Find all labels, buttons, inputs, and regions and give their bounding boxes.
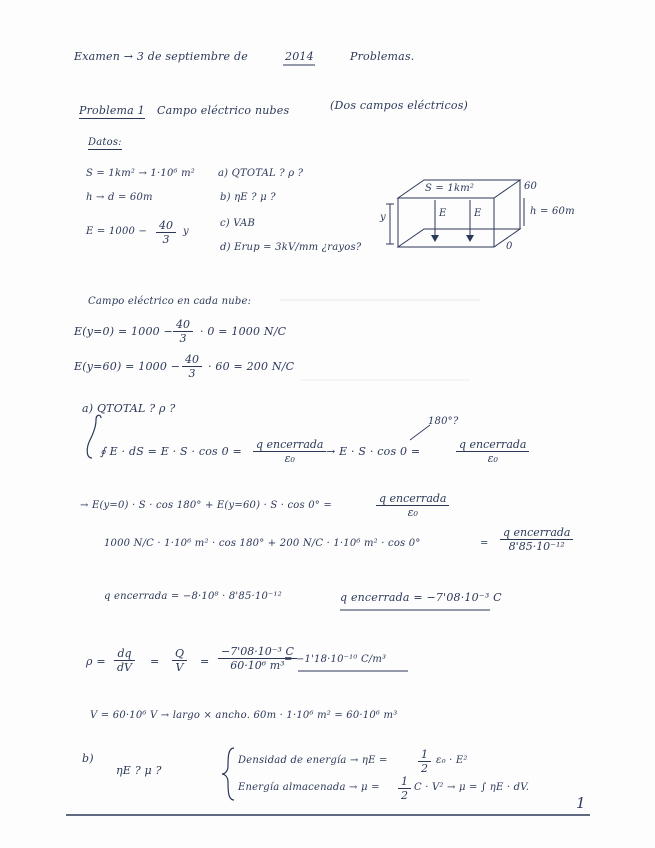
question-c: c) VAB <box>220 218 255 229</box>
gauss-lhs: ∮ E · dS = E · S · cos 0 = <box>100 445 242 458</box>
step3-denominator: 8'85·10⁻¹² <box>508 540 565 553</box>
energy-density-line: Densidad de energía → ηE = <box>238 755 388 766</box>
campo-e60-numerator: 40 <box>182 353 202 367</box>
result-lhs: q encerrada = −8·10⁸ · 8'85·10⁻¹² <box>104 591 282 602</box>
step2-fraction <box>376 492 449 519</box>
diagram-e2: E <box>474 208 482 219</box>
rho-denominator-3: 60·10⁶ m³ <box>230 659 285 672</box>
energy-density-fraction <box>418 748 431 775</box>
datos-fraction-numerator: 40 <box>156 219 176 233</box>
campo-e0-fraction <box>173 318 193 345</box>
step3-numerator: q encerrada <box>500 526 573 540</box>
exam-year: 2014 <box>285 50 314 63</box>
diagram-e1: E <box>439 208 447 219</box>
question-a: a) QTOTAL ? ρ ? <box>218 168 304 179</box>
stored-energy-fraction <box>398 775 411 802</box>
gauss-mid: → E · S · cos 0 = <box>326 445 421 458</box>
diagram-y-axis: y <box>380 212 386 223</box>
part-b-label: b) <box>82 752 94 765</box>
rho-equals-2: = <box>200 655 210 668</box>
volume-line: V = 60·10⁶ V → largo × ancho. 60m · 1·10⁶ m² = 60·10⁶ m³ <box>90 710 398 721</box>
energy-density-denominator: 2 <box>421 762 428 775</box>
energy-density-numerator: 1 <box>418 748 431 762</box>
diagram-height-label: h = 60m <box>530 206 575 217</box>
campo-e60-denominator: 3 <box>188 367 196 380</box>
question-d: d) Erup = 3kV/mm ¿rayos? <box>220 242 362 253</box>
rho-fraction-1 <box>114 647 135 674</box>
datos-field-fraction <box>156 219 176 246</box>
datos-field-lhs: E = 1000 − <box>86 226 148 237</box>
stored-energy-denominator: 2 <box>401 789 408 802</box>
datos-area: S = 1km² → 1·10⁶ m² <box>86 168 195 179</box>
part-b-ask: ηE ? μ ? <box>116 764 162 777</box>
datos-label: Datos: <box>88 137 122 148</box>
rho-denominator-2: V <box>175 661 184 674</box>
datos-field-rhs: y <box>183 226 189 237</box>
rho-numerator-3: −7'08·10⁻³ C <box>218 645 297 659</box>
rho-denominator-1: dV <box>117 661 132 674</box>
diagram-bottom-value: 0 <box>506 241 513 252</box>
exam-heading: Examen → 3 de septiembre de <box>74 50 248 63</box>
rho-fraction-2 <box>172 647 187 674</box>
step3-equals: = <box>480 538 489 549</box>
problem-topic: Campo eléctrico nubes <box>157 104 290 117</box>
campo-e0-rhs: · 0 = 1000 N/C <box>200 325 287 338</box>
step3: 1000 N/C · 1·10⁶ m² · cos 180° + 200 N/C · 1·10⁶ m² · cos 0° <box>104 538 421 549</box>
campo-e0-denominator: 3 <box>179 332 187 345</box>
diagram-area-label: S = 1km² <box>425 183 475 194</box>
question-b: b) ηE ? μ ? <box>220 192 276 203</box>
campo-e60-rhs: · 60 = 200 N/C <box>208 360 295 373</box>
step2-denominator: ε₀ <box>407 506 418 519</box>
campo-e60-fraction <box>182 353 202 380</box>
problem-note: (Dos campos eléctricos) <box>330 99 469 112</box>
campo-e0-lhs: E(y=0) = 1000 − <box>74 325 173 338</box>
campo-e60-lhs: E(y=60) = 1000 − <box>74 360 181 373</box>
rho-result: = −1'18·10⁻¹⁰ C/m³ <box>284 654 387 665</box>
step2-numerator: q encerrada <box>376 492 449 506</box>
energy-density-rhs: ε₀ · E² <box>436 755 468 766</box>
problem-title: Problema 1 <box>79 104 145 117</box>
gauss-numerator: q encerrada <box>253 438 326 452</box>
stored-energy-numerator: 1 <box>398 775 411 789</box>
section-title: Problemas. <box>350 50 415 63</box>
step3-fraction <box>500 526 573 553</box>
datos-fraction-denominator: 3 <box>162 233 170 246</box>
part-a-label: a) QTOTAL ? ρ ? <box>82 402 176 415</box>
rho-lhs: ρ = <box>86 655 106 668</box>
gauss-fraction <box>253 438 326 465</box>
gauss-numerator-2: q encerrada <box>456 438 529 452</box>
gauss-denominator: ε₀ <box>284 452 295 465</box>
stored-energy-line: Energía almacenada → μ = <box>238 782 380 793</box>
result-rhs: q encerrada = −7'08·10⁻³ C <box>340 591 502 604</box>
stored-energy-rhs: C · V² → μ = ∫ ηE · dV. <box>414 782 530 793</box>
rho-numerator-1: dq <box>114 647 135 661</box>
angle-note: 180°? <box>428 416 459 427</box>
campo-e0-numerator: 40 <box>173 318 193 332</box>
campo-label: Campo eléctrico en cada nube: <box>88 296 252 307</box>
page-number: 1 <box>576 794 586 812</box>
rho-equals-1: = <box>150 655 160 668</box>
rho-numerator-2: Q <box>172 647 187 661</box>
datos-height: h → d = 60m <box>86 192 153 203</box>
gauss-denominator-2: ε₀ <box>487 452 498 465</box>
diagram-top-value: 60 <box>524 181 538 192</box>
gauss-fraction-2 <box>456 438 529 465</box>
step2: → E(y=0) · S · cos 180° + E(y=60) · S · cos 0° = <box>80 500 332 511</box>
